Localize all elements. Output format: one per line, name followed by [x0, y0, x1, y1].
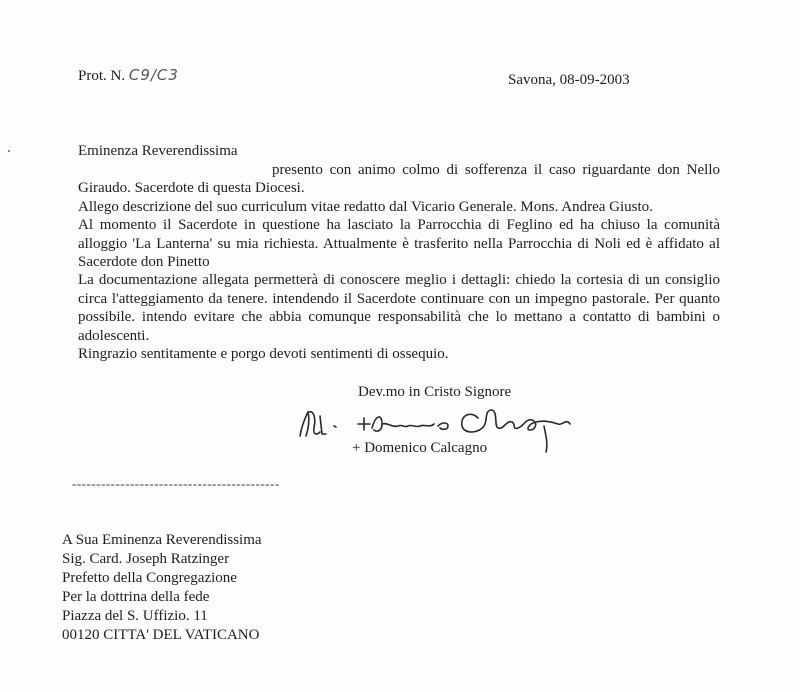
paragraph-2: Allego descrizione del suo curriculum vitae redatto dal Vicario Generale. Mons. Andrea Giusto. — [78, 198, 653, 215]
separator-line: ------------------------------------------- — [72, 476, 280, 491]
paragraph-5: Ringrazio sentitamente e porgo devoti sentimenti di ossequio. — [78, 346, 449, 363]
address-line: Per la dottrina della fede — [62, 589, 210, 605]
address-line: A Sua Eminenza Reverendissima — [62, 532, 262, 548]
signer-name: + Domenico Calcagno — [352, 440, 488, 456]
protocol-label: Prot. N. — [78, 68, 126, 84]
paragraph-4: La documentazione allegata permetterà di conoscere meglio i dettagli: chiedo la cortesia di un consiglio circa l'atteggiamento da tenere. intendendo il Sacerdote continuare con un impegno pastorale. Per quanto possibile. intendo evitare che abbia comunque responsabilità che lo mettano a contatto di bambini o adolescenti. — [78, 272, 720, 344]
protocol-number: C9/C3 — [128, 66, 179, 84]
recipient-address — [62, 531, 262, 645]
address-line: Prefetto della Congregazione — [62, 570, 237, 586]
address-line: Sig. Card. Joseph Ratzinger — [62, 551, 230, 567]
place-date: Savona, 08-09-2003 — [508, 72, 630, 88]
closing-formula: Dev.mo in Cristo Signore — [358, 384, 512, 400]
protocol-line — [78, 66, 179, 85]
scan-speck — [8, 150, 10, 152]
address-line: Piazza del S. Uffizio. 11 — [62, 608, 208, 624]
address-line: 00120 CITTA' DEL VATICANO — [62, 627, 260, 643]
paragraph-3: Al momento il Sacerdote in questione ha lasciato la Parrocchia di Feglino ed ha chiuso la comunità alloggio 'La Lanterna' su mia richiesta. Attualmente è trasferito nella Parrocchia di Noli ed è affidato al Sacerdote don Pinetto — [78, 217, 720, 271]
letter-body — [78, 161, 720, 363]
paragraph-1: presento con animo colmo di sofferenza il caso riguardante don Nello Giraudo. Sacerdote di questa Diocesi. — [78, 162, 720, 197]
salutation: Eminenza Reverendissima — [78, 143, 238, 159]
